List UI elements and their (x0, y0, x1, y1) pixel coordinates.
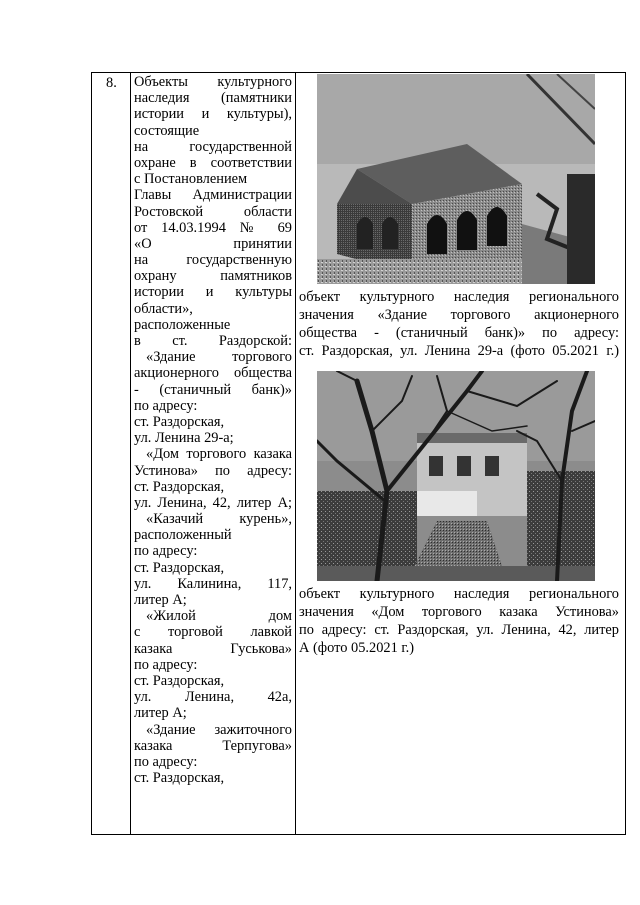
description-line: - (станичный банк)» (134, 381, 292, 398)
description-line: «Здание торгового (146, 349, 292, 366)
photos-cell (296, 73, 626, 835)
row-number: 8. (106, 75, 117, 91)
description-line: истории и культуры), (134, 106, 292, 123)
description-line: Объекты культурного (134, 74, 292, 90)
description-line: ст. Раздорская, (134, 413, 225, 430)
description-line: в ст. Раздорской: (134, 333, 292, 349)
caption-line: по адресу: ст. Раздорская, ул. Ленина, 42, литер (299, 622, 619, 638)
description-line: ст. Раздорская, (134, 672, 225, 689)
description-line: Главы Администрации (134, 187, 292, 204)
description-line: на государственной (134, 138, 292, 155)
caption-line: значения «Дом торгового казака Устинова» (299, 604, 619, 620)
ustinov-photo-caption (299, 585, 619, 657)
description-line: литер А; (134, 592, 187, 608)
description-line: «Дом торгового казака (146, 446, 292, 463)
description-line: ул. Ленина, 42а, (134, 689, 292, 706)
description-line: казака Гуськова» (134, 640, 292, 657)
bank-photo-caption (299, 288, 619, 360)
description-line: по адресу: (134, 397, 198, 414)
description-line: области», (134, 300, 193, 317)
description-line: охране в соответствии (134, 154, 292, 171)
caption-line: А (фото 05.2021 г.) (299, 640, 415, 656)
table-row (92, 73, 626, 835)
caption-line: объект культурного наследия регионального (299, 586, 619, 602)
description-line: от 14.03.1994 № 69 (134, 219, 292, 236)
description-line: ст. Раздорская, (134, 559, 225, 576)
description-line: акционерного общества (134, 365, 292, 382)
description-line: на государственную (134, 252, 292, 269)
description-line: ст. Раздорская, (134, 478, 225, 495)
description-line: наследия (памятники (134, 90, 292, 107)
heritage-table (91, 72, 626, 835)
description-text (93, 73, 295, 834)
description-line: ул. Калинина, 117, (134, 575, 292, 592)
description-line: расположенный (134, 527, 232, 544)
caption-line: ст. Раздорская, ул. Ленина 29-а (фото 05.2021 г.) (299, 343, 619, 359)
description-line: «Здание зажиточного (146, 721, 292, 738)
description-line: «О принятии (134, 235, 292, 252)
description-line: «Казачий курень», (146, 511, 292, 528)
caption-line: значения «Здание торгового акционерного (299, 307, 619, 323)
description-line: ст. Раздорская, (134, 770, 225, 787)
description-line: охрану памятников (134, 268, 292, 285)
description-cell (131, 73, 296, 835)
description-line: расположенные (134, 316, 231, 333)
description-line: по адресу: (134, 753, 198, 770)
description-line: по адресу: (134, 543, 198, 560)
description-line: литер А; (134, 705, 187, 722)
description-line: с торговой лавкой (134, 624, 292, 641)
bank-building-photo (317, 74, 595, 284)
description-line: Устинова» по адресу: (134, 462, 292, 479)
description-line: «Жилой дом (146, 608, 292, 625)
description-line: состоящие (134, 122, 200, 139)
ustinov-house-photo (317, 371, 595, 581)
caption-line: объект культурного наследия регионального (299, 289, 619, 305)
description-line: ул. Ленина 29-а; (134, 430, 234, 447)
description-line: ул. Ленина, 42, литер А; (134, 494, 292, 511)
caption-line: общества - (станичный банк)» по адресу: (299, 325, 619, 341)
description-line: по адресу: (134, 656, 198, 673)
description-line: Ростовской области (134, 203, 292, 220)
description-line: казака Терпугова» (134, 737, 292, 754)
description-line: с Постановлением (134, 171, 248, 188)
description-line: истории и культуры (134, 284, 292, 301)
